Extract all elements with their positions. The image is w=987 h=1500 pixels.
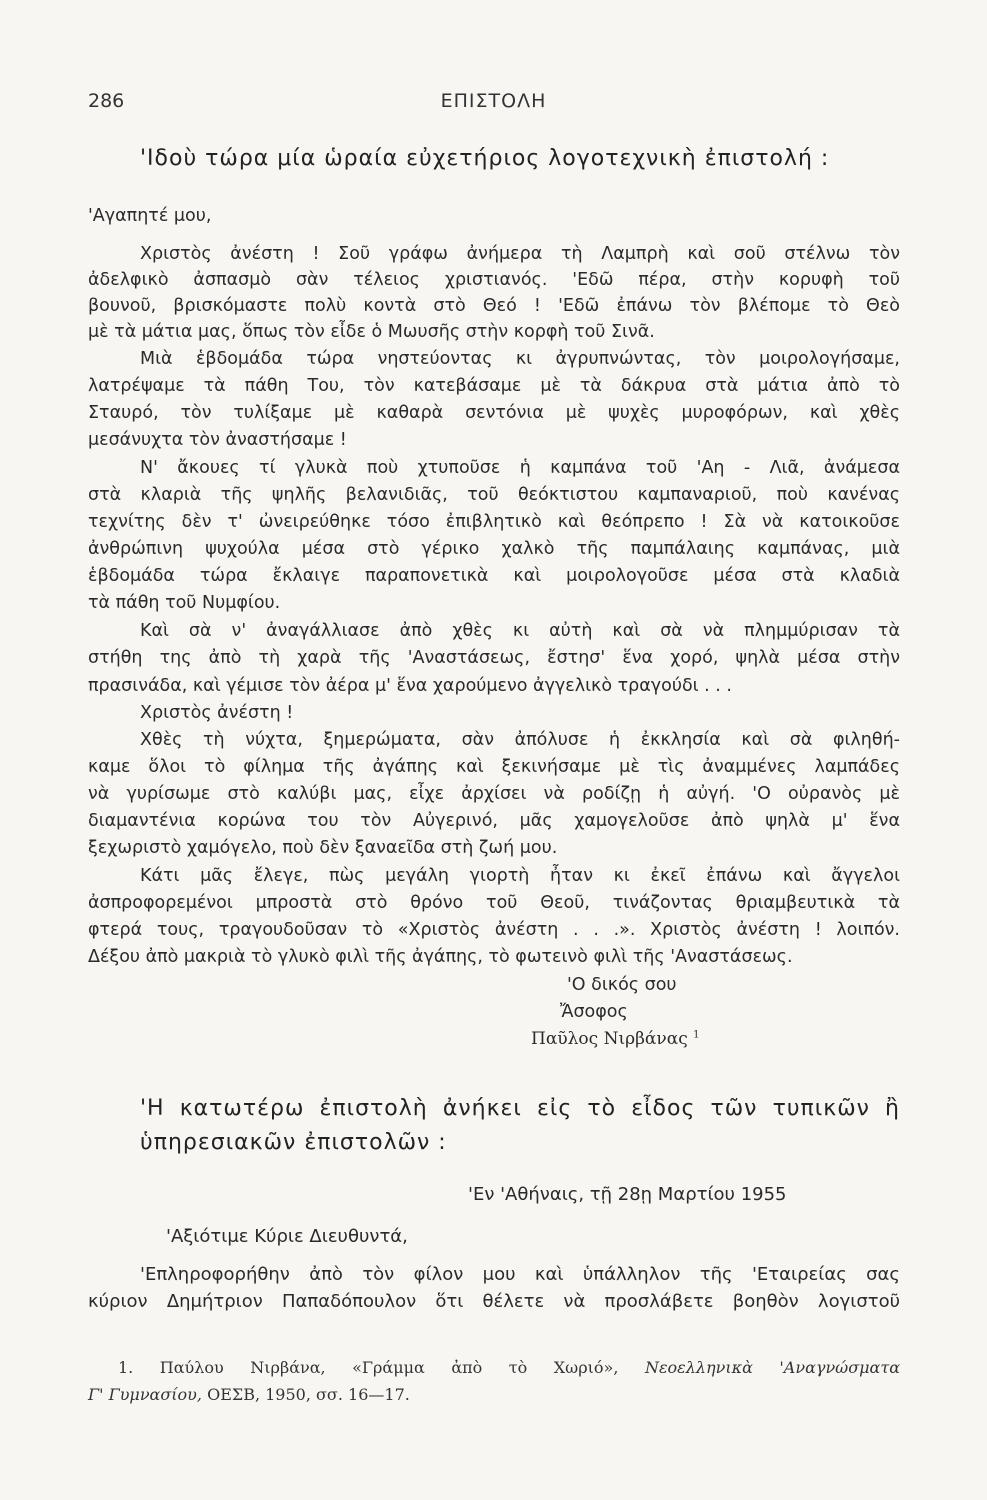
text-line: Χριστὸς ἀνέστη ! — [140, 703, 294, 723]
footnote-line2 — [88, 1382, 900, 1408]
text-line: διαμαντένια κορώνα του τὸν Αὐγερινό, μᾶς χαμογελοῦσε ἀπὸ ψηλὰ μ' ἕνα — [88, 811, 900, 831]
text-line: νὰ γυρίσωμε στὸ καλύβι μας, εἶχε ἀρχίσει νὰ ροδίζῃ ἡ αὐγή. 'Ο οὐρανὸς μὲ — [88, 784, 900, 804]
text-line: Καὶ σὰ ν' ἀναγάλλιασε ἀπὸ χθὲς κι αὐτὴ καὶ σὰ νὰ πλημμύρισαν τὰ — [140, 621, 900, 641]
signature-name-text: Παῦλος Νιρβάνας — [531, 1029, 688, 1049]
text-line: Μιὰ ἑβδομάδα τώρα νηστεύοντας κι ἀγρυπνώντας, τὸν μοιρολογήσαμε, — [140, 349, 900, 369]
text-line: Χθὲς τὴ νύχτα, ξημερώματα, σὰν ἀπόλυσε ἡ ἐκκλησία καὶ σὰ φιληθή- — [140, 730, 900, 750]
text-line: Ν' ἄκουες τί γλυκὰ ποὺ χτυποῦσε ἡ καμπάνα τοῦ 'Αη - Λιᾶ, ἀνάμεσα — [140, 458, 900, 478]
footnote-book-title: Νεοελληνικὰ 'Αναγνώσματα — [644, 1358, 901, 1377]
text-line: Δέξου ἀπὸ μακριὰ τὸ γλυκὸ φιλὶ τῆς ἀγάπης, τὸ φωτεινὸ φιλὶ τῆς 'Αναστάσεως. — [88, 947, 793, 967]
text-line: τὰ πάθη τοῦ Νυμφίου. — [88, 593, 281, 613]
text-line: ἀσπροφορεμένοι μπροστὰ στὸ θρόνο τοῦ Θεοῦ, τινάζοντας θριαμβευτικὰ τὰ — [88, 893, 900, 913]
text-line: Κάτι μᾶς ἔλεγε, πὼς μεγάλη γιορτὴ ἦταν κι ἐκεῖ ἐπάνω καὶ ἄγγελοι — [140, 866, 900, 886]
salutation: 'Αγαπητέ μου, — [88, 206, 212, 226]
section1-heading: 'Ιδοὺ τώρα μία ὡραία εὐχετήριος λογοτεχνικὴ ἐπιστολή : — [140, 146, 830, 171]
text-line: ἑβδομάδα τώρα ἔκλαιγε παραπονετικὰ καὶ μοιρολογοῦσε μέσα στὰ κλαδιὰ — [88, 566, 900, 586]
section2-heading-line1: 'Η κατωτέρω ἐπιστολὴ ἀνήκει εἰς τὸ εἶδος τῶν τυπικῶν ἢ — [140, 1096, 900, 1121]
running-title: ΕΠΙΣΤΟΛΗ — [440, 90, 547, 112]
footnote-number: 1. — [118, 1358, 134, 1377]
section2-heading-line2: ὑπηρεσιακῶν ἐπιστολῶν : — [140, 1130, 447, 1155]
dateline: 'Εν 'Αθήναις, τῇ 28ῃ Μαρτίου 1955 — [468, 1184, 787, 1205]
text-line: βουνοῦ, βρισκόμαστε πολὺ κοντὰ στὸ Θεό ! 'Εδῶ ἐπάνω τὸν βλέπομε τὸ Θεὸ — [88, 296, 900, 316]
letter-salutation: 'Αξιότιμε Κύριε Διευθυντά, — [166, 1226, 408, 1247]
text-line: μεσάνυχτα τὸν ἀναστήσαμε ! — [88, 430, 347, 450]
text-line: τεχνίτης δὲν τ' ὠνειρεύθηκε τόσο ἐπιβλητικὸ καὶ θεόπρεπο ! Σὰ νὰ κατοικοῦσε — [88, 512, 900, 532]
text-line: μὲ τὰ μάτια μας, ὅπως τὸν εἶδε ὁ Μωυσῆς στὴν κορφὴ τοῦ Σινᾶ. — [88, 322, 655, 342]
footnote-publisher: ΟΕΣΒ, 1950, σσ. 16—17. — [207, 1385, 410, 1404]
text-line: ἀδελφικὸ ἀσπασμὸ σὰν τέλειος χριστιανός. 'Εδῶ πέρα, στὴν κορυφὴ τοῦ — [88, 270, 900, 290]
signature-name — [531, 1029, 700, 1049]
page-number: 286 — [88, 90, 125, 112]
text-line: Χριστὸς ἀνέστη ! Σοῦ γράφω ἀνήμερα τὴ Λαμπρὴ καὶ σοῦ στέλνω τὸν — [140, 244, 900, 264]
text-line: στὰ κλαριὰ τῆς ψηλῆς βελανιδιᾶς, τοῦ θεόκτιστου καμπαναριοῦ, ποὺ κανένας — [88, 485, 900, 505]
text-line: πρασινάδα, καὶ γέμισε τὸν ἀέρα μ' ἕνα χαρούμενο ἀγγελικὸ τραγούδι . . . — [88, 676, 732, 696]
signature-pseudonym: Ἄσοφος — [560, 1002, 628, 1022]
footnote-book-subtitle: Γ' Γυμνασίου, — [88, 1385, 202, 1404]
footnote-mark: 1 — [693, 1029, 700, 1041]
text-line: λατρέψαμε τὰ πάθη Του, τὸν κατεβάσαμε μὲ τὰ δάκρυα στὰ μάτια ἀπὸ τὸ — [88, 376, 900, 396]
text-line: ξεχωριστὸ χαμόγελο, ποὺ δὲν ξαναεῖδα στὴ ζωή μου. — [88, 838, 558, 858]
footnote-author-title: Παύλου Νιρβάνα, «Γράμμα ἀπὸ τὸ Χωριό», — [159, 1358, 619, 1377]
text-line: φτερά τους, τραγουδοῦσαν τὸ «Χριστὸς ἀνέστη . . .». Χριστὸς ἀνέστη ! λοιπόν. — [88, 920, 900, 940]
text-line: κύριον Δημήτριον Παπαδόπουλον ὅτι θέλετε νὰ προσλάβετε βοηθὸν λογιστοῦ — [88, 1291, 900, 1312]
text-line: Σταυρό, τὸν τυλίξαμε μὲ καθαρὰ σεντόνια μὲ ψυχὲς μυροφόρων, καὶ χθὲς — [88, 403, 900, 423]
text-line: καμε ὅλοι τὸ φίλημα τῆς ἀγάπης καὶ ξεκινήσαμε μὲ τὶς ἀναμμένες λαμπάδες — [88, 757, 900, 777]
text-line: 'Επληροφορήθην ἀπὸ τὸν φίλον μου καὶ ὑπάλληλον τῆς 'Εταιρείας σας — [140, 1264, 900, 1285]
footnote-line1 — [118, 1355, 900, 1381]
closing: 'Ο δικός σου — [567, 975, 677, 995]
text-line: στήθη της ἀπὸ τὴ χαρὰ τῆς 'Αναστάσεως, ἔστησ' ἕνα χορό, ψηλὰ μέσα στὴν — [88, 648, 900, 668]
text-line: ἀνθρώπινη ψυχούλα μέσα στὸ γέρικο χαλκὸ τῆς παμπάλαιης καμπάνας, μιὰ — [88, 539, 900, 559]
